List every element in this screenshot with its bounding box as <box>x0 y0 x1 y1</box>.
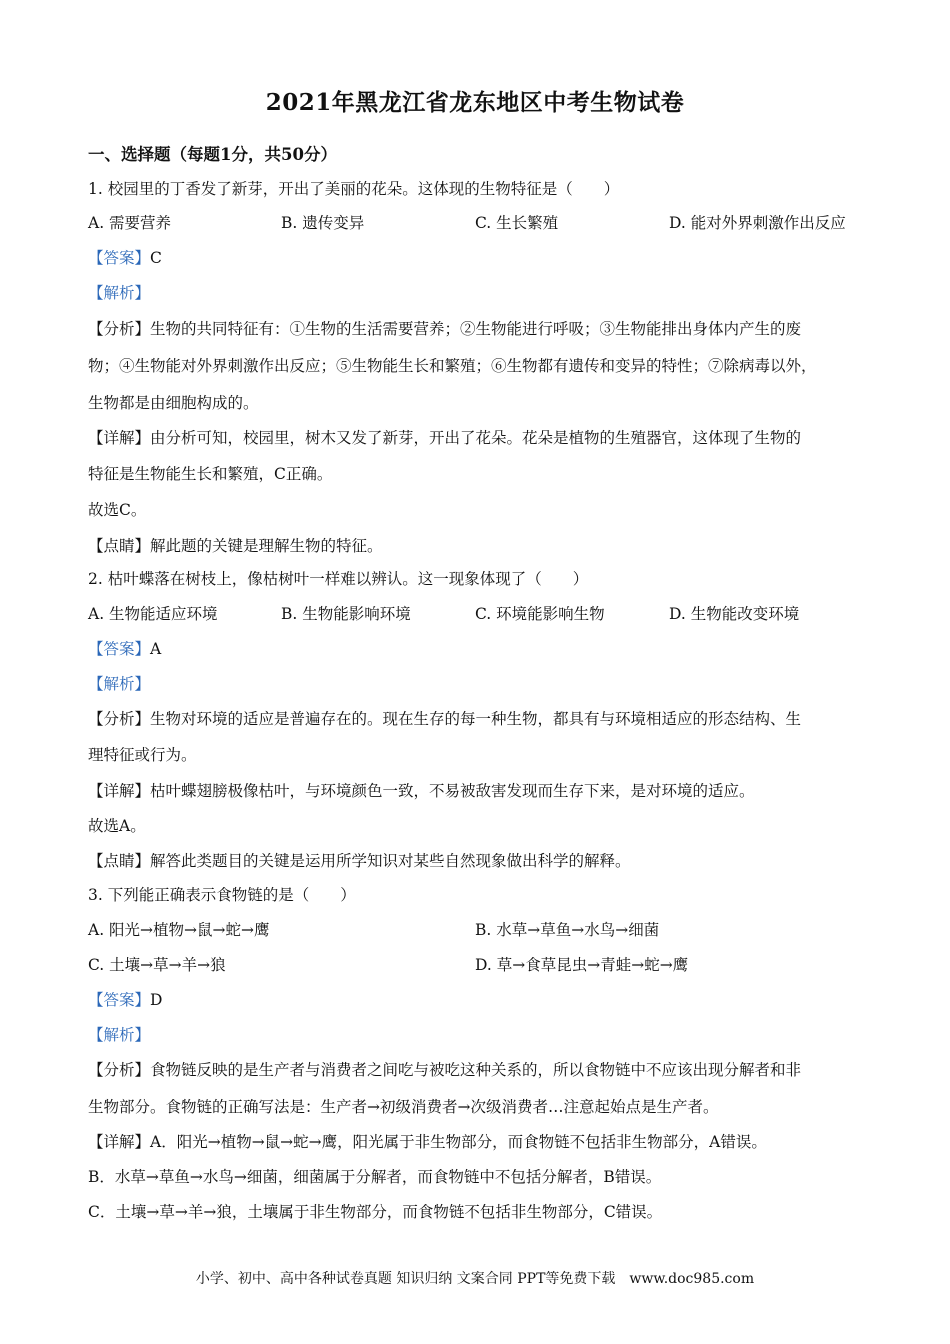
question-2-dianjing <box>88 850 631 872</box>
question-3-xiangjie-line-2: B．水草→草鱼→水鸟→细菌，细菌属于分解者，而食物链中不包括分解者，B错误。 <box>88 1168 662 1186</box>
question-3-option-b: B. 水草→草鱼→水鸟→细菌 <box>475 921 660 939</box>
question-3-fenxi-line-2: 生物部分。食物链的正确写法是：生产者→初级消费者→次级消费者…注意起始点是生产者。 <box>88 1098 719 1116</box>
answer-tag: 【答案】 <box>88 991 151 1009</box>
question-1-answer <box>88 247 162 269</box>
question-3-xiangjie-line-3: C．土壤→草→羊→狼，土壤属于非生物部分，而食物链不包括非生物部分，C错误。 <box>88 1203 663 1221</box>
question-1-option-a: A. 需要营养 <box>88 214 172 232</box>
question-1-guxuan: 故选C。 <box>88 501 147 519</box>
answer-value: D <box>150 991 163 1009</box>
dianjing-text: 解答此类题目的关键是运用所学知识对某些自然现象做出科学的解释。 <box>150 852 631 870</box>
xiangjie-tag: 【详解】 <box>88 1133 151 1151</box>
dianjing-text: 解此题的关键是理解生物的特征。 <box>150 537 383 555</box>
xiangjie-text: A．阳光→植物→鼠→蛇→鹰，阳光属于非生物部分，而食物链不包括非生物部分，A错误。 <box>150 1133 767 1151</box>
question-1-option-d: D. 能对外界刺激作出反应 <box>669 214 846 232</box>
fenxi-text: 生物对环境的适应是普遍存在的。现在生存的每一种生物，都具有与环境相适应的形态结构、生 <box>150 710 802 728</box>
fenxi-tag: 【分析】 <box>88 1061 151 1079</box>
question-1-fenxi-line-3: 生物都是由细胞构成的。 <box>88 394 259 412</box>
question-2-guxuan: 故选A。 <box>88 817 146 835</box>
question-1-xiangjie-line-1 <box>88 427 801 449</box>
xiangjie-text: 由分析可知，校园里，树木又发了新芽，开出了花朵。花朵是植物的生殖器官，这体现了生物的 <box>150 429 802 447</box>
fenxi-text: 食物链反映的是生产者与消费者之间吃与被吃这种关系的，所以食物链中不应该出现分解者和非 <box>150 1061 802 1079</box>
dianjing-tag: 【点睛】 <box>88 537 151 555</box>
question-3-fenxi-line-1 <box>88 1059 801 1081</box>
fenxi-tag: 【分析】 <box>88 710 151 728</box>
question-3-option-d: D. 草→食草昆虫→青蛙→蛇→鹰 <box>475 956 689 974</box>
question-2-fenxi-line-2: 理特征或行为。 <box>88 746 197 764</box>
answer-tag: 【答案】 <box>88 640 151 658</box>
question-1-fenxi-line-2: 物；④生物能对外界刺激作出反应；⑤生物能生长和繁殖；⑥生物都有遗传和变异的特性；⑦除病毒以外， <box>88 357 817 375</box>
question-2-xiangjie <box>88 780 755 802</box>
question-2-option-c: C. 环境能影响生物 <box>475 605 605 623</box>
question-1-option-b: B. 遗传变异 <box>281 214 365 232</box>
question-3-option-a: A. 阳光→植物→鼠→蛇→鹰 <box>88 921 270 939</box>
question-1-jiexi <box>88 282 150 304</box>
section-heading: 一、选择题（每题1分，共50分） <box>88 145 337 164</box>
answer-tag: 【答案】 <box>88 249 151 267</box>
fenxi-text: 生物的共同特征有：①生物的生活需要营养；②生物能进行呼吸；③生物能排出身体内产生的废 <box>150 320 802 338</box>
question-3-jiexi <box>88 1024 150 1046</box>
question-3-answer <box>88 989 162 1011</box>
answer-value: A <box>150 640 162 658</box>
jiexi-tag: 【解析】 <box>88 284 151 302</box>
dianjing-tag: 【点睛】 <box>88 852 151 870</box>
xiangjie-text: 枯叶蝶翅膀极像枯叶，与环境颜色一致，不易被敌害发现而生存下来，是对环境的适应。 <box>150 782 755 800</box>
xiangjie-tag: 【详解】 <box>88 782 151 800</box>
question-2-stem: 2. 枯叶蝶落在树枝上，像枯树叶一样难以辨认。这一现象体现了（ ） <box>88 570 589 588</box>
jiexi-tag: 【解析】 <box>88 1026 151 1044</box>
jiexi-tag: 【解析】 <box>88 675 151 693</box>
xiangjie-tag: 【详解】 <box>88 429 151 447</box>
fenxi-tag: 【分析】 <box>88 320 151 338</box>
question-2-option-a: A. 生物能适应环境 <box>88 605 218 623</box>
question-1-xiangjie-line-2: 特征是生物能生长和繁殖，C正确。 <box>88 465 333 483</box>
answer-value: C <box>150 249 162 267</box>
question-2-option-b: B. 生物能影响环境 <box>281 605 411 623</box>
question-2-option-d: D. 生物能改变环境 <box>669 605 800 623</box>
question-1-option-c: C. 生长繁殖 <box>475 214 559 232</box>
question-3-stem: 3. 下列能正确表示食物链的是（ ） <box>88 886 356 904</box>
question-2-jiexi <box>88 673 150 695</box>
page-footer: 小学、初中、高中各种试卷真题 知识归纳 文案合同 PPT等免费下载 www.doc985.com <box>195 1271 755 1287</box>
question-2-answer <box>88 638 161 660</box>
question-1-fenxi-line-1 <box>88 318 801 340</box>
question-1-dianjing <box>88 535 383 557</box>
question-3-option-c: C. 土壤→草→羊→狼 <box>88 956 226 974</box>
question-2-fenxi-line-1 <box>88 708 801 730</box>
question-3-xiangjie-line-1 <box>88 1131 767 1153</box>
question-1-stem: 1. 校园里的丁香发了新芽，开出了美丽的花朵。这体现的生物特征是（ ） <box>88 180 620 198</box>
page-title: 2021年黑龙江省龙东地区中考生物试卷 <box>265 89 685 116</box>
